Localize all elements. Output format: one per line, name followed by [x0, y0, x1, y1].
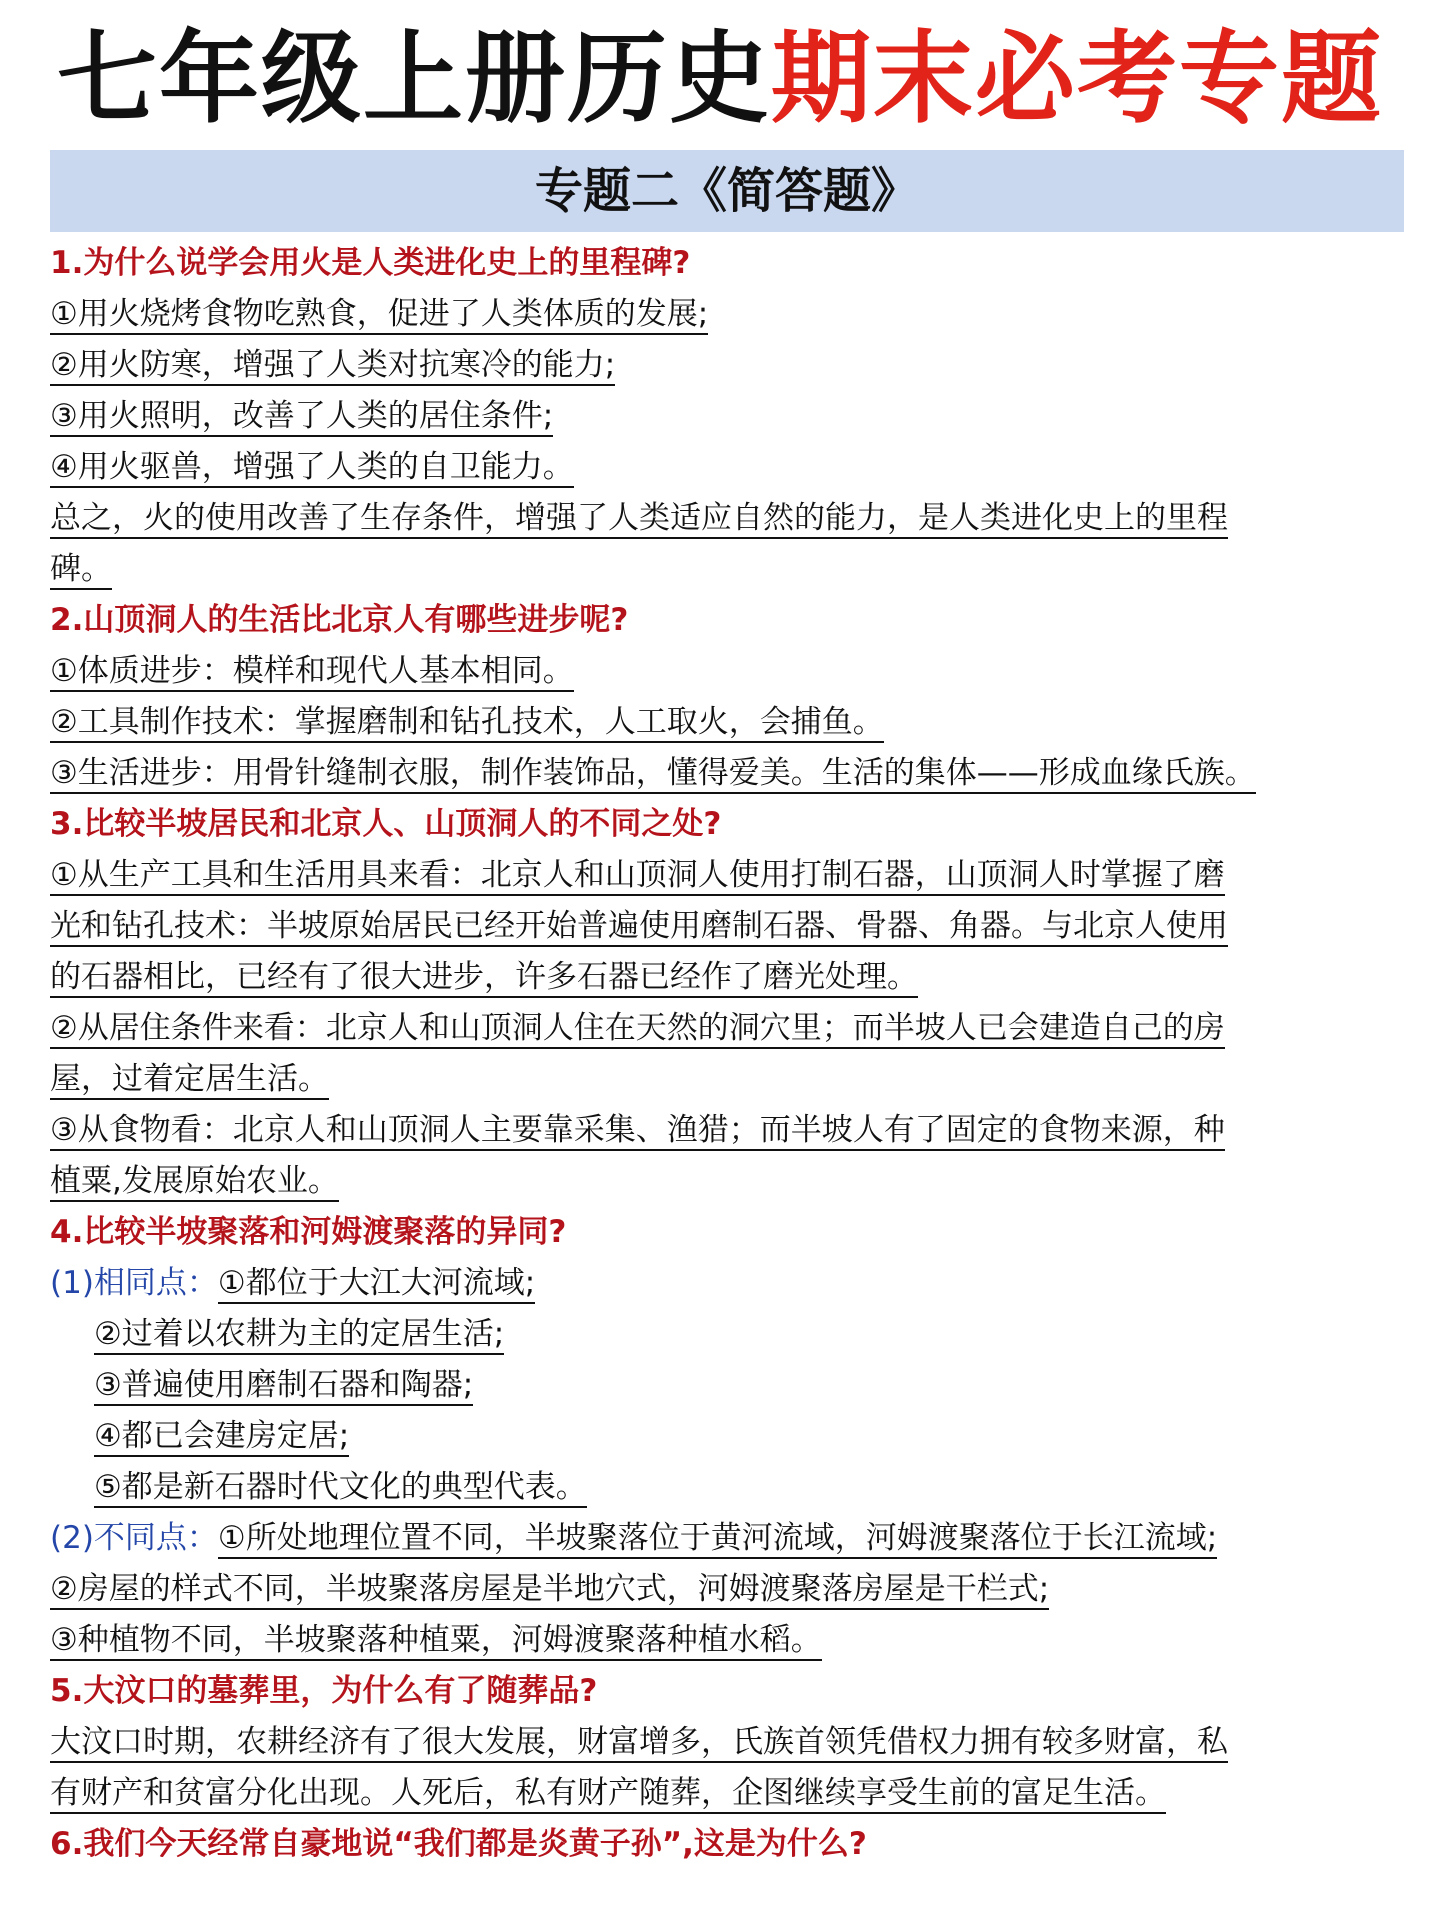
answer-text: 的石器相比，已经有了很大进步，许多石器已经作了磨光处理。	[50, 959, 918, 998]
answer-text: ②用火防寒，增强了人类对抗寒冷的能力;	[50, 347, 615, 386]
answer-text: 光和钻孔技术：半坡原始居民已经开始普遍使用磨制石器、骨器、角器。与北京人使用	[50, 908, 1228, 947]
answer-text: ④都已会建房定居;	[94, 1418, 349, 1457]
answer-3-3-line2	[50, 1156, 1404, 1207]
same-label: (1)相同点：	[50, 1265, 218, 1301]
answer-text: 大汶口时期，农耕经济有了很大发展，财富增多，氏族首领凭借权力拥有较多财富，私	[50, 1724, 1228, 1763]
answer-3-2-line2	[50, 1054, 1404, 1105]
answer-4-diff-1	[50, 1513, 1404, 1564]
answer-3-3-line1	[50, 1105, 1404, 1156]
answer-1-4	[50, 442, 1404, 493]
answer-text: ②过着以农耕为主的定居生活;	[94, 1316, 504, 1355]
answer-5-line2	[50, 1768, 1404, 1819]
answer-text: ③种植物不同，半坡聚落种植粟，河姆渡聚落种植水稻。	[50, 1622, 822, 1661]
answer-text: ③从食物看：北京人和山顶洞人主要靠采集、渔猎；而半坡人有了固定的食物来源，种	[50, 1112, 1225, 1151]
answer-2-3	[50, 748, 1404, 799]
answer-1-2	[50, 340, 1404, 391]
answer-text: ⑤都是新石器时代文化的典型代表。	[94, 1469, 587, 1508]
answer-text: ①都位于大江大河流域;	[218, 1265, 535, 1304]
page-title	[0, 14, 1440, 144]
answer-4-same-1	[50, 1258, 1404, 1309]
answer-text: 屋，过着定居生活。	[50, 1061, 329, 1100]
content-area	[50, 238, 1404, 1870]
answer-text: ③生活进步：用骨针缝制衣服，制作装饰品，懂得爱美。生活的集体——形成血缘氏族。	[50, 755, 1256, 794]
answer-1-summary-line2	[50, 544, 1404, 595]
answer-text: ④用火驱兽，增强了人类的自卫能力。	[50, 449, 574, 488]
diff-label: (2)不同点：	[50, 1520, 218, 1556]
question-3: 3.比较半坡居民和北京人、山顶洞人的不同之处?	[50, 806, 722, 842]
answer-4-diff-2	[50, 1564, 1404, 1615]
answer-3-2-line1	[50, 1003, 1404, 1054]
answer-text: 总之，火的使用改善了生存条件，增强了人类适应自然的能力，是人类进化史上的里程	[50, 500, 1228, 539]
answer-4-same-3	[50, 1360, 1404, 1411]
question-1: 1.为什么说学会用火是人类进化史上的里程碑?	[50, 245, 691, 281]
answer-3-1-line3	[50, 952, 1404, 1003]
question-5: 5.大汶口的墓葬里，为什么有了随葬品?	[50, 1673, 598, 1709]
answer-5-line1	[50, 1717, 1404, 1768]
answer-text: ②工具制作技术：掌握磨制和钻孔技术，人工取火，会捕鱼。	[50, 704, 884, 743]
answer-3-1-line2	[50, 901, 1404, 952]
title-red-part: 期末必考专题	[771, 20, 1383, 137]
answer-2-2	[50, 697, 1404, 748]
answer-2-1	[50, 646, 1404, 697]
section-banner: 专题二《简答题》	[50, 150, 1404, 232]
answer-4-diff-3	[50, 1615, 1404, 1666]
answer-1-summary-line1	[50, 493, 1404, 544]
answer-4-same-5	[50, 1462, 1404, 1513]
answer-4-same-2	[50, 1309, 1404, 1360]
answer-text: 植粟,发展原始农业。	[50, 1163, 339, 1202]
answer-text: ③普遍使用磨制石器和陶器;	[94, 1367, 473, 1406]
answer-1-1	[50, 289, 1404, 340]
answer-text: 有财产和贫富分化出现。人死后，私有财产随葬，企图继续享受生前的富足生活。	[50, 1775, 1166, 1814]
question-6: 6.我们今天经常自豪地说“我们都是炎黄子孙”,这是为什么?	[50, 1826, 867, 1862]
answer-text: ②从居住条件来看：北京人和山顶洞人住在天然的洞穴里；而半坡人已会建造自己的房	[50, 1010, 1225, 1049]
answer-text: ②房屋的样式不同，半坡聚落房屋是半地穴式，河姆渡聚落房屋是干栏式;	[50, 1571, 1049, 1610]
answer-4-same-4	[50, 1411, 1404, 1462]
title-black-part: 七年级上册历史	[57, 20, 771, 137]
answer-text: ①体质进步：模样和现代人基本相同。	[50, 653, 574, 692]
answer-text: ③用火照明，改善了人类的居住条件;	[50, 398, 553, 437]
answer-3-1-line1	[50, 850, 1404, 901]
question-2: 2.山顶洞人的生活比北京人有哪些进步呢?	[50, 602, 629, 638]
answer-text: ①所处地理位置不同，半坡聚落位于黄河流域，河姆渡聚落位于长江流域;	[218, 1520, 1217, 1559]
answer-text: ①用火烧烤食物吃熟食，促进了人类体质的发展;	[50, 296, 708, 335]
answer-text: 碑。	[50, 551, 112, 590]
answer-1-3	[50, 391, 1404, 442]
answer-text: ①从生产工具和生活用具来看：北京人和山顶洞人使用打制石器，山顶洞人时掌握了磨	[50, 857, 1225, 896]
question-4: 4.比较半坡聚落和河姆渡聚落的异同?	[50, 1214, 567, 1250]
